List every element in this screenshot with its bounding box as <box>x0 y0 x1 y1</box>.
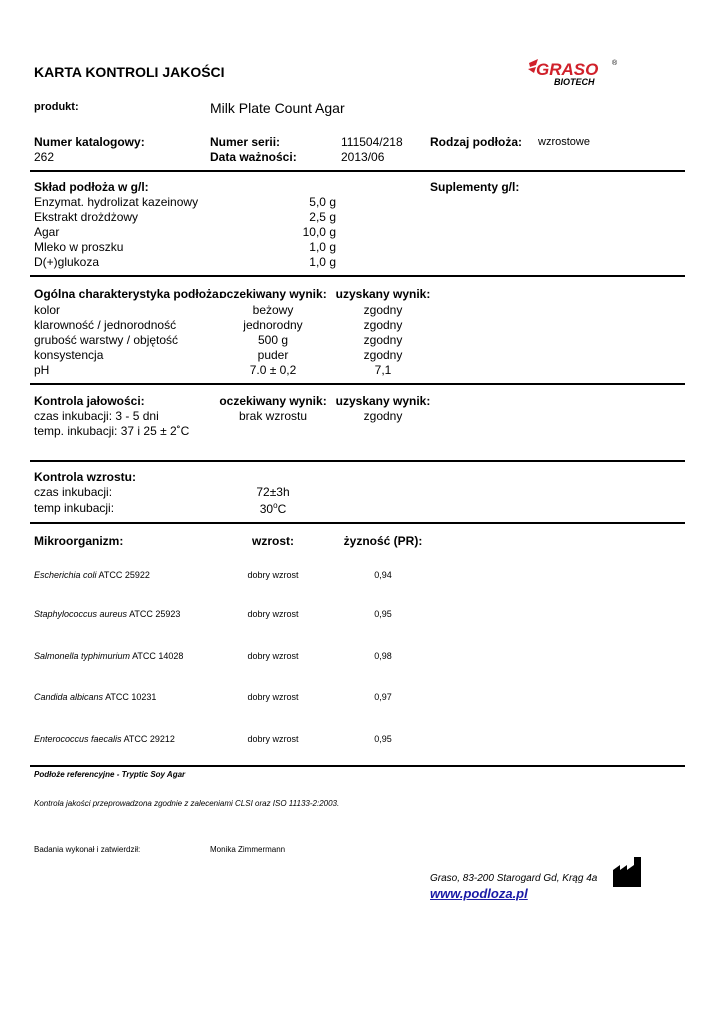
growth-result: dobry wzrost <box>247 692 299 702</box>
graso-logo-icon <box>526 55 626 91</box>
species-name: Candida albicans <box>34 692 104 702</box>
pr-column-heading: żyzność (PR): <box>343 534 423 548</box>
characteristic-obtained: 7,1 <box>374 363 392 377</box>
pr-value: 0,95 <box>374 609 392 619</box>
characteristic-name: klarowność / jednorodność <box>34 318 177 332</box>
sterility-temp: temp. inkubacji: 37 i 25 ± 2˚C <box>34 424 190 438</box>
composition-item: Ekstrakt drożdżowy <box>34 210 139 224</box>
characteristic-name: konsystencja <box>34 348 104 362</box>
characteristic-name: pH <box>34 363 50 377</box>
composition-heading: Skład podłoża w g/l: <box>34 180 149 194</box>
growth-temp-value <box>218 501 328 516</box>
microorganism-row <box>34 651 183 661</box>
sterility-time: czas inkubacji: 3 - 5 dni <box>34 409 159 423</box>
growth-time-label: czas inkubacji: <box>34 485 113 499</box>
series-value: 111504/218 <box>341 135 403 149</box>
expiry-value: 2013/06 <box>341 150 385 164</box>
expected-heading: oczekiwany wynik: <box>219 287 327 301</box>
supplements-heading: Suplementy g/l: <box>430 180 520 194</box>
medium-label: Rodzaj podłoża: <box>430 135 522 149</box>
growth-result: dobry wzrost <box>247 570 299 580</box>
characteristic-name: kolor <box>34 303 61 317</box>
growth-time-value: 72±3h <box>256 485 290 499</box>
company-address: Graso, 83-200 Starogard Gd, Krąg 4a <box>430 873 598 884</box>
characteristic-obtained: zgodny <box>363 348 403 362</box>
atcc-code: ATCC 10231 <box>105 692 157 702</box>
compliance-note: Kontrola jakości przeprowadzona zgodnie z zaleceniami CLSI oraz ISO 11133-2:2003. <box>34 799 340 808</box>
composition-item: Agar <box>34 225 60 239</box>
product-label: produkt: <box>34 101 79 113</box>
website-link[interactable]: www.podloza.pl <box>430 886 528 901</box>
species-name: Escherichia coli <box>34 570 97 580</box>
catalog-value: 262 <box>34 150 55 164</box>
divider <box>30 275 685 277</box>
sterility-expected-heading: oczekiwany wynik: <box>219 394 327 408</box>
logo-subtext: BIOTECH <box>554 77 595 87</box>
characteristic-expected: 500 g <box>257 333 289 347</box>
characteristic-expected: 7.0 ± 0,2 <box>249 363 297 377</box>
characteristic-expected: jednorodny <box>243 318 303 332</box>
microorganism-heading: Mikroorganizm: <box>34 534 124 548</box>
reference-medium: Podłoże referencyjne - Tryptic Soy Agar <box>34 770 186 779</box>
sterility-expected: brak wzrostu <box>238 409 308 423</box>
manufacturer-icon <box>612 856 642 888</box>
characteristic-obtained: zgodny <box>363 333 403 347</box>
characteristic-name: grubość warstwy / objętość <box>34 333 179 347</box>
medium-value: wzrostowe <box>538 136 590 148</box>
characteristic-expected: beżowy <box>252 303 294 317</box>
sterility-heading: Kontrola jałowości: <box>34 394 145 408</box>
growth-result: dobry wzrost <box>247 609 299 619</box>
growth-result: dobry wzrost <box>247 734 299 744</box>
catalog-label: Numer katalogowy: <box>34 135 145 149</box>
growth-column-heading: wzrost: <box>252 534 294 548</box>
atcc-code: ATCC 14028 <box>132 651 184 661</box>
divider <box>30 765 685 767</box>
species-name: Enterococcus faecalis <box>34 734 122 744</box>
microorganism-row <box>34 570 150 580</box>
characteristic-obtained: zgodny <box>363 303 403 317</box>
growth-temp-label: temp inkubacji: <box>34 501 115 515</box>
composition-item: Mleko w proszku <box>34 240 124 254</box>
divider <box>30 522 685 524</box>
growth-heading: Kontrola wzrostu: <box>34 470 136 484</box>
divider <box>30 460 685 462</box>
composition-item: Enzymat. hydrolizat kazeinowy <box>34 195 199 209</box>
expiry-label: Data ważności: <box>210 150 297 164</box>
pr-value: 0,95 <box>374 734 392 744</box>
pr-value: 0,94 <box>374 570 392 580</box>
divider <box>30 170 685 172</box>
growth-temp-number: 30 <box>259 502 274 516</box>
obtained-heading: uzyskany wynik: <box>335 287 431 301</box>
composition-value: 1,0 g <box>309 255 336 269</box>
graso-logo <box>526 55 626 91</box>
series-label: Numer serii: <box>210 135 281 149</box>
atcc-code: ATCC 29212 <box>123 734 175 744</box>
microorganism-row <box>34 734 175 744</box>
sterility-obtained-heading: uzyskany wynik: <box>335 394 431 408</box>
composition-value: 10,0 g <box>302 225 336 239</box>
pr-value: 0,98 <box>374 651 392 661</box>
species-name: Salmonella typhimurium <box>34 651 131 661</box>
degree-symbol: o <box>273 501 278 510</box>
logo-registered: ® <box>612 60 618 67</box>
divider <box>30 383 685 385</box>
signed-label: Badania wykonał i zatwierdził: <box>34 845 141 854</box>
species-name: Staphylococcus aureus <box>34 609 128 619</box>
atcc-code: ATCC 25923 <box>129 609 181 619</box>
microorganism-row <box>34 609 180 619</box>
growth-result: dobry wzrost <box>247 651 299 661</box>
composition-value: 1,0 g <box>309 240 336 254</box>
growth-temp-unit: C <box>277 502 287 516</box>
page-title: KARTA KONTROLI JAKOŚCI <box>34 64 225 80</box>
atcc-code: ATCC 25922 <box>98 570 150 580</box>
composition-value: 5,0 g <box>309 195 336 209</box>
logo-text: GRASO <box>536 60 599 79</box>
characteristic-expected: puder <box>257 348 289 362</box>
composition-value: 2,5 g <box>309 210 336 224</box>
composition-item: D(+)glukoza <box>34 255 100 269</box>
microorganism-row <box>34 692 156 702</box>
sterility-obtained: zgodny <box>363 409 403 423</box>
product-name: Milk Plate Count Agar <box>210 100 345 116</box>
pr-value: 0,97 <box>374 692 392 702</box>
signed-name: Monika Zimmermann <box>210 845 286 854</box>
characteristic-obtained: zgodny <box>363 318 403 332</box>
characteristics-heading: Ogólna charakterystyka podłoża: <box>34 287 223 301</box>
